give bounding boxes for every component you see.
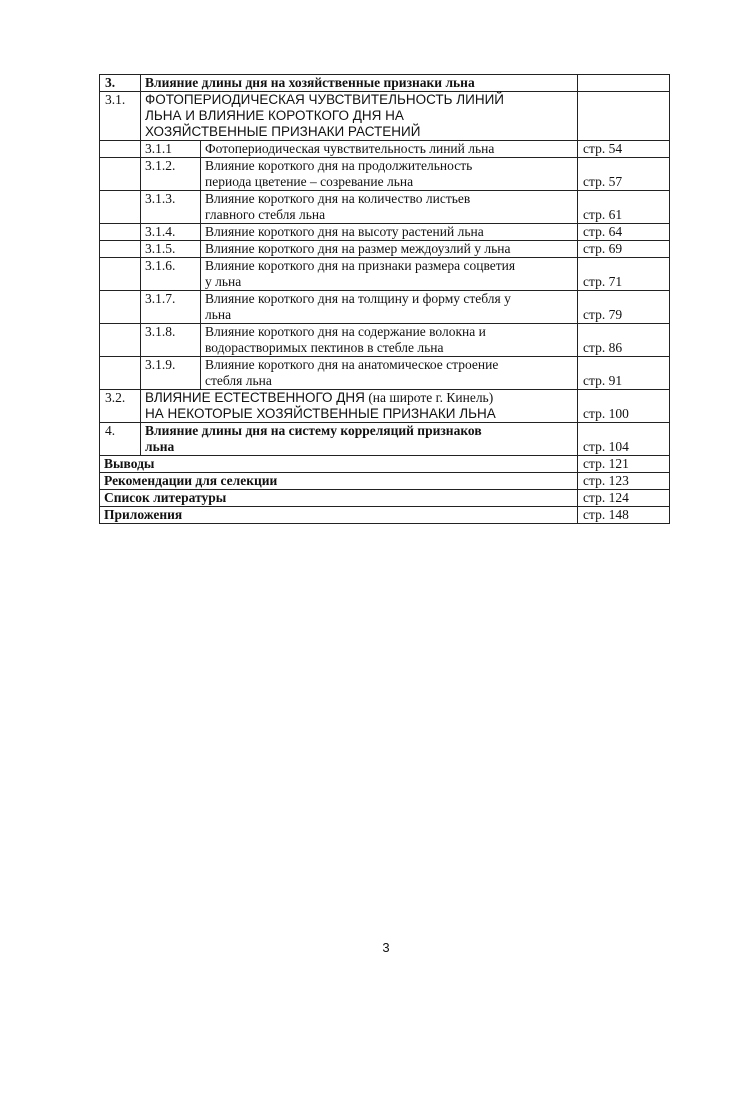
title-line: льна (205, 307, 232, 322)
subsection-number: 3.1.7. (141, 291, 201, 324)
title-caps: ВЛИЯНИЕ ЕСТЕСТВЕННОГО ДНЯ (145, 390, 365, 405)
subsection-title (201, 191, 578, 224)
subsection-number: 3.1.8. (141, 324, 201, 357)
title-line (145, 390, 573, 406)
toc-row-subsection (100, 324, 670, 357)
toc-row-subsection (100, 357, 670, 390)
title-note: (на широте г. Кинель) (364, 390, 494, 405)
page-ref: стр. 69 (578, 241, 670, 258)
page-number: 3 (382, 940, 390, 955)
toc-row-subsection (100, 224, 670, 241)
page-ref: стр. 86 (578, 324, 670, 357)
toc-row-subsection (100, 241, 670, 258)
subsection-number: 3.1.3. (141, 191, 201, 224)
page-ref (578, 92, 670, 141)
subsection-title (201, 258, 578, 291)
subsection-number: 3.1.9. (141, 357, 201, 390)
title-line: стебля льна (205, 373, 272, 388)
title-line: Влияние короткого дня на высоту растений льна (205, 224, 484, 239)
page-ref: стр. 123 (578, 473, 670, 490)
title-line: НА НЕКОТОРЫЕ ХОЗЯЙСТВЕННЫЕ ПРИЗНАКИ ЛЬНА (145, 406, 496, 421)
section-title (141, 92, 578, 141)
title-line: Влияние короткого дня на признаки размера соцветия (205, 258, 516, 273)
section-title (141, 423, 578, 456)
title-line: льна (145, 439, 175, 454)
page-ref: стр. 64 (578, 224, 670, 241)
section-title (141, 390, 578, 423)
page-ref (578, 75, 670, 92)
subsection-title (201, 291, 578, 324)
page-ref: стр. 124 (578, 490, 670, 507)
title-line: Влияние короткого дня на содержание волокна и (205, 324, 486, 339)
subsection-number: 3.1.5. (141, 241, 201, 258)
toc-row-subsection (100, 258, 670, 291)
toc-row-recommendations (100, 473, 670, 490)
title-line: Влияние короткого дня на количество листьев (205, 191, 471, 206)
section-number: 3. (100, 75, 141, 92)
title-line: Фотопериодическая чувствительность линий льна (205, 141, 495, 156)
page-ref: стр. 91 (578, 357, 670, 390)
page-ref: стр. 148 (578, 507, 670, 524)
final-section-title: Выводы (100, 456, 578, 473)
page-ref: стр. 121 (578, 456, 670, 473)
page-ref: стр. 57 (578, 158, 670, 191)
toc-row-subsection (100, 158, 670, 191)
subsection-title (201, 141, 578, 158)
section-title: Влияние длины дня на хозяйственные признаки льна (141, 75, 578, 92)
toc-row-section-4 (100, 423, 670, 456)
subsection-title (201, 224, 578, 241)
title-line: главного стебля льна (205, 207, 326, 222)
title-line: Влияние короткого дня на толщину и форму стебля у (205, 291, 511, 306)
toc-row-references (100, 490, 670, 507)
title-line: ХОЗЯЙСТВЕННЫЕ ПРИЗНАКИ РАСТЕНИЙ (145, 124, 421, 139)
final-section-title: Приложения (100, 507, 578, 524)
subsection-number: 3.1.6. (141, 258, 201, 291)
title-line: Влияние короткого дня на продолжительность (205, 158, 473, 173)
page-ref: стр. 71 (578, 258, 670, 291)
page-ref: стр. 54 (578, 141, 670, 158)
subsection-title (201, 357, 578, 390)
toc-row-subsection (100, 191, 670, 224)
section-number: 4. (100, 423, 141, 456)
page-ref: стр. 79 (578, 291, 670, 324)
section-number: 3.1. (100, 92, 141, 141)
page-ref: стр. 104 (578, 423, 670, 456)
toc-row-section-3-1 (100, 92, 670, 141)
subsection-number: 3.1.4. (141, 224, 201, 241)
table-of-contents (99, 74, 670, 524)
toc-row-subsection (100, 141, 670, 158)
title-line: водорастворимых пектинов в стебле льна (205, 340, 444, 355)
subsection-title (201, 158, 578, 191)
title-line: Влияние короткого дня на анатомическое строение (205, 357, 499, 372)
subsection-title (201, 324, 578, 357)
final-section-title: Список литературы (100, 490, 578, 507)
title-line: периода цветение – созревание льна (205, 174, 414, 189)
final-section-title: Рекомендации для селекции (100, 473, 578, 490)
section-number: 3.2. (100, 390, 141, 423)
subsection-title (201, 241, 578, 258)
toc-row-section-3 (100, 75, 670, 92)
title-line: Влияние длины дня на систему корреляций признаков (145, 423, 482, 438)
subsection-number: 3.1.1 (141, 141, 201, 158)
toc-row-appendices (100, 507, 670, 524)
subsection-number: 3.1.2. (141, 158, 201, 191)
title-line: ФОТОПЕРИОДИЧЕСКАЯ ЧУВСТВИТЕЛЬНОСТЬ ЛИНИЙ (145, 92, 504, 107)
toc-row-conclusions (100, 456, 670, 473)
page-ref: стр. 61 (578, 191, 670, 224)
toc-row-subsection (100, 291, 670, 324)
title-line: у льна (205, 274, 242, 289)
title-line: ЛЬНА И ВЛИЯНИЕ КОРОТКОГО ДНЯ НА (145, 108, 404, 123)
toc-row-section-3-2 (100, 390, 670, 423)
page-ref: стр. 100 (578, 390, 670, 423)
title-line: Влияние короткого дня на размер междоузлий у льна (205, 241, 511, 256)
